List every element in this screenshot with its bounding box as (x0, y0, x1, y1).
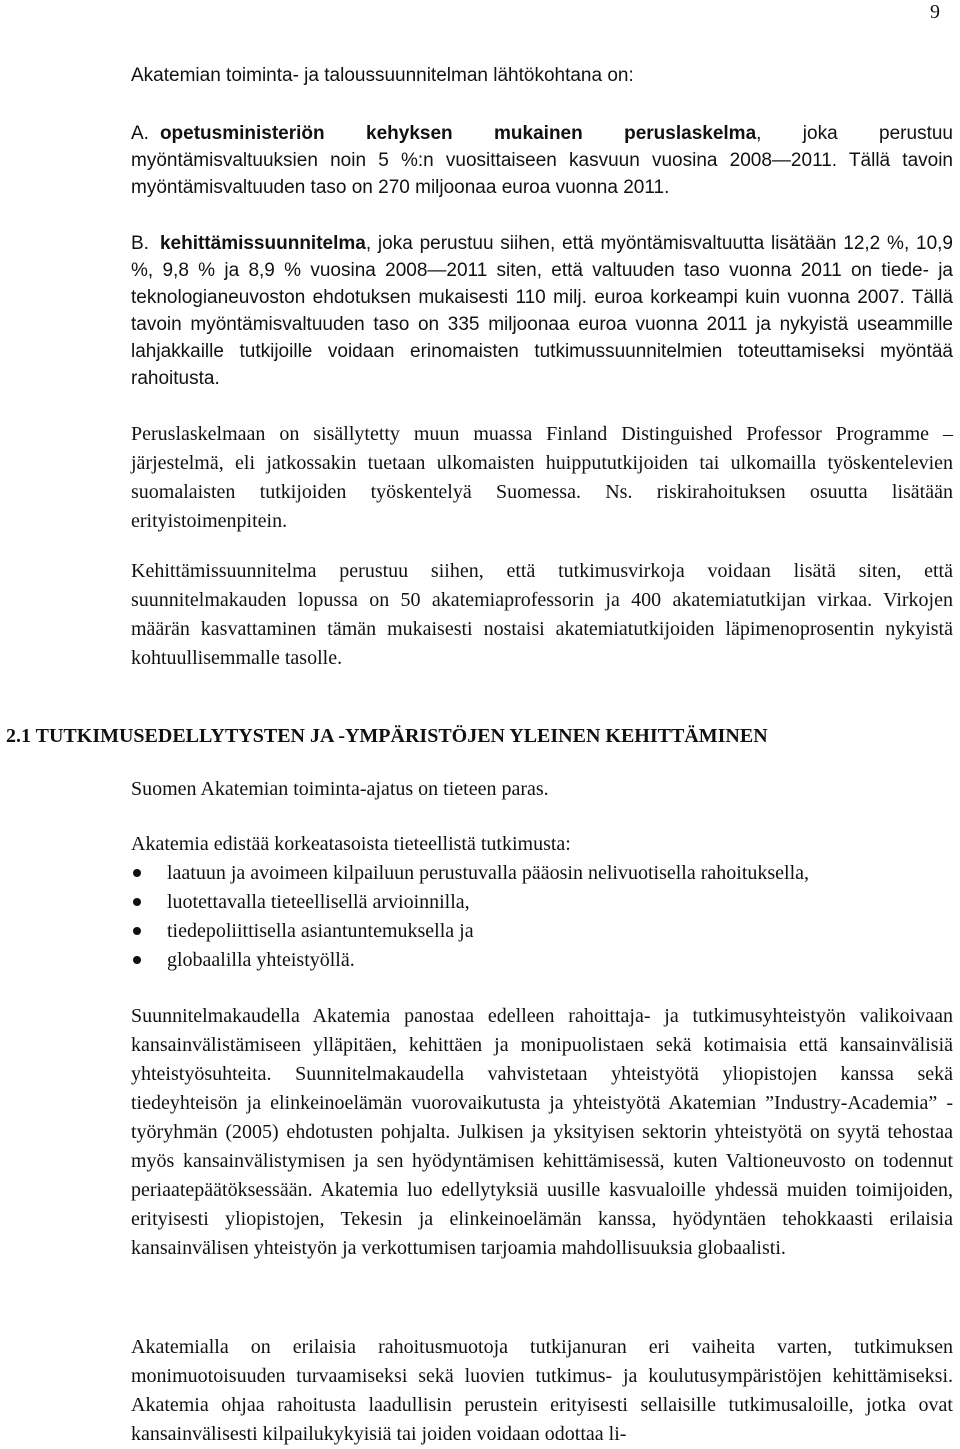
promotes-intro: Akatemia edistää korkeatasoista tieteellistä tutkimusta: (131, 833, 571, 855)
list-item: laatuun ja avoimeen kilpailuun perustuvalla pääosin nelivuotisella rahoituksella, (131, 859, 951, 888)
list-item: luotettavalla tieteellisellä arvioinnilla, (131, 888, 951, 917)
option-a (131, 120, 953, 201)
option-b-term: kehittämissuunnitelma (159, 233, 366, 254)
option-b (131, 230, 953, 392)
option-a-label: A. (131, 123, 149, 144)
mission-statement: Suomen Akatemian toiminta-ajatus on tieteen paras. (131, 778, 549, 800)
list-item: tiedepoliittisella asiantuntemuksella ja (131, 917, 951, 946)
page-number: 9 (930, 1, 940, 23)
option-a-term: opetusministeriön kehyksen mukainen peruslaskelma (159, 123, 757, 144)
paragraph-cooperation: Suunnitelmakaudella Akatemia panostaa edelleen rahoittaja- ja tutkimusyhteistyön valikoivaan kansainvälistämiseen ylläpitäen, kehittäen ja monipuolistaen sekä kotimaisia että kansainvälisiä yhteistyösuhteita. Suunnitelmakaudella vahvistetaan yhteistyötä yliopistojen kanssa sekä tiedeyhteisön ja elinkeinoelämän vuorovaikutusta ja yhteistyötä Akatemian ”Industry-Academia” -työryhmän (2005) ehdotusten pohjalta. Julkisen ja yksityisen sektorin yhteistyötä on syytä tehostaa myös kansainvälistymisen ja sen hyödyntämisen kehittämisessä, kuten Valtioneuvosto on todennut periaatepäätöksessään. Akatemia luo edellytyksiä uusille kasvualoille yhdessä muiden toimijoiden, erityisesti yliopistojen, Tekesin ja elinkeinoelämän kanssa, hyödyntäen tehokkaasti erilaisia kansainvälisen yhteistyön ja verkottumisen tarjoamia mahdollisuuksia globaalisti. (131, 1005, 953, 1259)
paragraph-funding-forms: Akatemialla on erilaisia rahoitusmuotoja tutkijanuran eri vaiheita varten, tutkimuksen monimuotoisuuden turvaamiseksi sekä luovien tutkimus- ja koulutusympäristöjen kehittämiseksi. Akatemia ohjaa rahoitusta laadullisin perustein erityisesti sellaisille tutkimusaloille, jotka ovat kansainvälisesti kilpailukykyisiä tai joiden voidaan odottaa li- (131, 1336, 953, 1445)
list-item: globaalilla yhteistyöllä. (131, 946, 951, 975)
intro-line: Akatemian toiminta- ja taloussuunnitelman lähtökohtana on: (131, 65, 634, 86)
option-b-label: B. (131, 233, 149, 254)
paragraph-distinguished-professor: Peruslaskelmaan on sisällytetty muun muassa Finland Distinguished Professor Programme –järjestelmä, eli jatkossakin tuetaan ulkomaisten huippututkijoiden tai ulkomailla työskentelevien suomalaisten tutkijoiden työskentelyä Suomessa. Ns. riskirahoituksen osuutta lisätään erityistoimenpitein. (131, 423, 953, 532)
option-a-text: , joka perustuu myöntämisvaltuuksien noin 5 %:n vuosittaiseen kasvuun vuosina 2008—2011. Tällä tavoin myöntämisvaltuuden taso on 270 miljoonaa euroa vuonna 2011. (131, 123, 953, 198)
promotion-list (131, 859, 951, 975)
paragraph-development-plan: Kehittämissuunnitelma perustuu siihen, että tutkimusvirkoja voidaan lisätä siten, että suunnitelmakauden lopussa on 50 akatemiaprofessorin ja 400 akatemiatutkijan virkaa. Virkojen määrän kasvattaminen tämän mukaisesti nostaisi akatemiatutkijoiden läpimenoprosentin nykyistä kohtuullisemmalle tasolle. (131, 560, 953, 669)
section-heading: 2.1 TUTKIMUSEDELLYTYSTEN JA -YMPÄRISTÖJEN YLEINEN KEHITTÄMINEN (6, 725, 768, 747)
option-b-text: , joka perustuu siihen, että myöntämisvaltuutta lisätään 12,2 %, 10,9 %, 9,8 % ja 8,9 % vuosina 2008—2011 siten, että valtuuden taso vuonna 2011 on tiede- ja teknologianeuvoston ehdotuksen mukaisesti 110 milj. euroa korkeampi kuin vuonna 2007. Tällä tavoin myöntämisvaltuuden taso on 335 miljoonaa euroa vuonna 2011 ja nykyistä useammille lahjakkaille tutkijoille voidaan erinomaisten tutkimussuunnitelmien toteuttamiseksi myöntää rahoitusta. (131, 233, 953, 389)
